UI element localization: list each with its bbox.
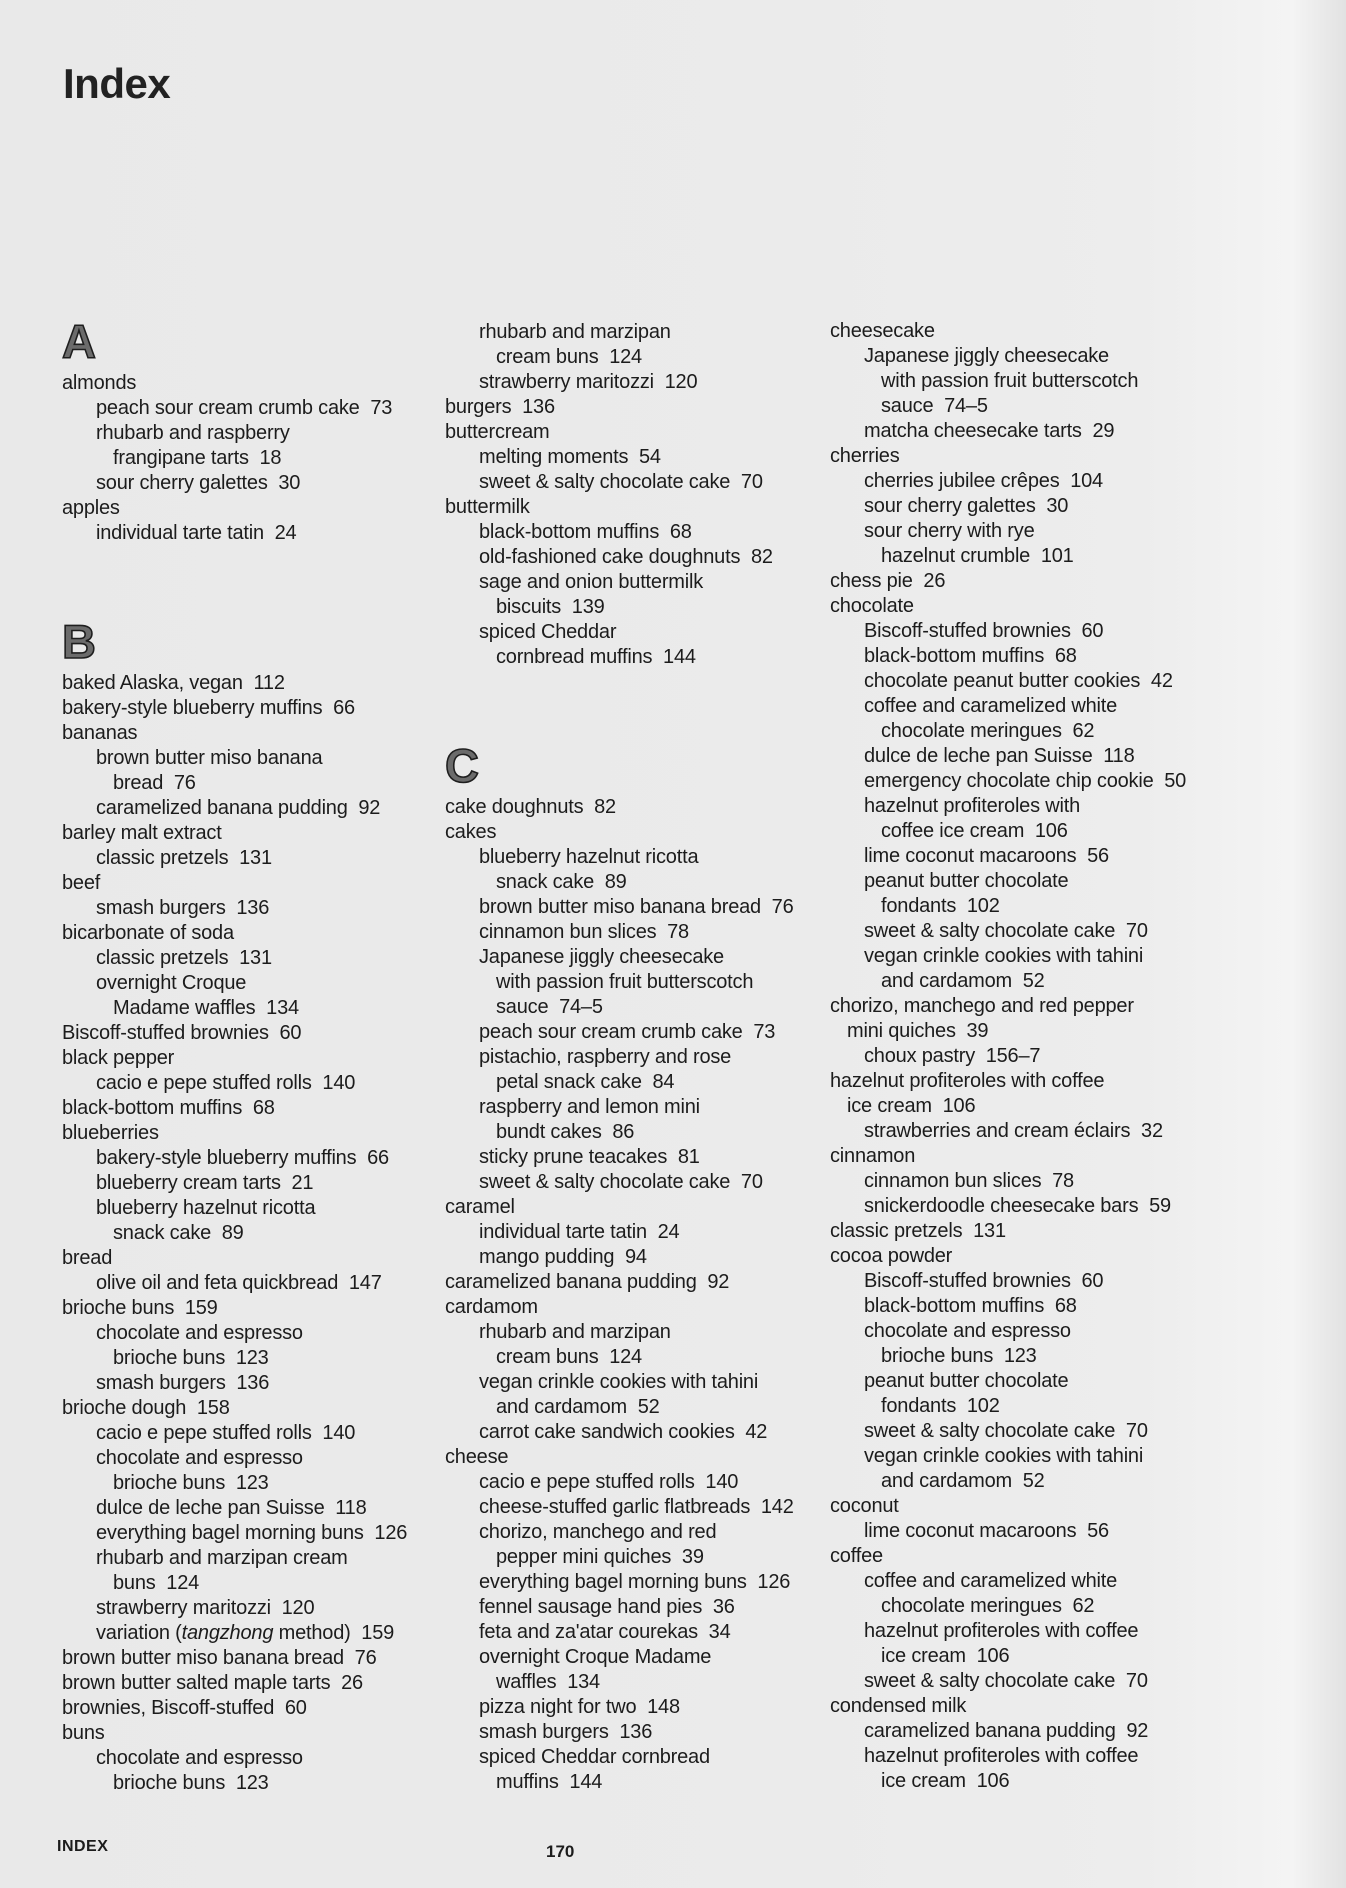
index-entry-continuation: waffles 134: [496, 1671, 600, 1693]
index-subentry: vegan crinkle cookies with tahini: [864, 1445, 1144, 1467]
index-subentry: vegan crinkle cookies with tahini: [479, 1371, 759, 1393]
index-entry-continuation: coffee ice cream 106: [881, 820, 1068, 842]
index-column-3: [830, 319, 1210, 1794]
index-subentry: pistachio, raspberry and rose: [479, 1046, 732, 1068]
index-entry: beef: [62, 872, 101, 894]
index-subentry: sweet & salty chocolate cake 70: [864, 1420, 1148, 1442]
index-subentry: caramelized banana pudding 92: [864, 1720, 1149, 1742]
index-entry-continuation: fondants 102: [881, 1395, 1000, 1417]
section-letter: A: [62, 315, 96, 368]
index-subentry: blueberry hazelnut ricotta: [96, 1197, 316, 1219]
index-entry-continuation: cream buns 124: [496, 346, 642, 368]
index-entry: burgers 136: [445, 396, 555, 418]
index-subentry: choux pastry 156–7: [864, 1045, 1041, 1067]
index-subentry: cacio e pepe stuffed rolls 140: [96, 1422, 356, 1444]
index-subentry: rhubarb and marzipan cream: [96, 1547, 348, 1569]
index-subentry: matcha cheesecake tarts 29: [864, 420, 1115, 442]
index-subentry: individual tarte tatin 24: [479, 1221, 680, 1243]
index-entry: cakes: [445, 821, 497, 843]
index-entry: classic pretzels 131: [830, 1220, 1006, 1242]
index-entry: buttermilk: [445, 496, 530, 518]
index-subentry: sour cherry galettes 30: [864, 495, 1069, 517]
index-entry-continuation: mini quiches 39: [847, 1020, 989, 1042]
index-entry-continuation: snack cake 89: [113, 1222, 244, 1244]
index-entry: Biscoff-stuffed brownies 60: [62, 1022, 302, 1044]
index-entry-continuation: Madame waffles 134: [113, 997, 299, 1019]
index-entry-continuation: with passion fruit butterscotch: [881, 370, 1139, 392]
entry-text-part: variation (: [96, 1622, 182, 1644]
index-entry: condensed milk: [830, 1695, 967, 1717]
index-subentry: brown butter miso banana bread 76: [479, 896, 794, 918]
index-subentry: snickerdoodle cheesecake bars 59: [864, 1195, 1171, 1217]
index-entry-continuation: cream buns 124: [496, 1346, 642, 1368]
index-subentry: cinnamon bun slices 78: [864, 1170, 1074, 1192]
index-subentry: smash burgers 136: [96, 897, 270, 919]
index-entry: cake doughnuts 82: [445, 796, 616, 818]
index-entry-continuation: hazelnut crumble 101: [881, 545, 1074, 567]
index-entry-continuation: brioche buns 123: [113, 1772, 269, 1794]
section-letter: B: [62, 615, 96, 668]
index-subentry: cacio e pepe stuffed rolls 140: [479, 1471, 739, 1493]
index-subentry: cheese-stuffed garlic flatbreads 142: [479, 1496, 794, 1518]
index-entry-continuation: brioche buns 123: [113, 1472, 269, 1494]
index-subentry: Japanese jiggly cheesecake: [479, 946, 724, 968]
index-subentry: black-bottom muffins 68: [479, 521, 692, 543]
index-subentry: strawberries and cream éclairs 32: [864, 1120, 1163, 1142]
index-subentry: strawberry maritozzi 120: [96, 1597, 315, 1619]
index-entry: chocolate: [830, 595, 914, 617]
index-entry-continuation: ice cream 106: [881, 1770, 1010, 1792]
index-entry-continuation: bundt cakes 86: [496, 1121, 635, 1143]
index-entry: bread: [62, 1247, 113, 1269]
index-entry: cherries: [830, 445, 900, 467]
index-subentry: Biscoff-stuffed brownies 60: [864, 1270, 1104, 1292]
index-entry: bananas: [62, 722, 138, 744]
index-subentry: [62, 1621, 442, 1646]
index-subentry: hazelnut profiteroles with coffee: [864, 1620, 1139, 1642]
index-subentry: Biscoff-stuffed brownies 60: [864, 620, 1104, 642]
index-entry: cocoa powder: [830, 1245, 953, 1267]
index-column-2: [445, 320, 825, 1795]
index-entry-continuation: with passion fruit butterscotch: [496, 971, 754, 993]
section-letter-heading: [62, 296, 442, 371]
index-entry-continuation: biscuits 139: [496, 596, 605, 618]
index-subentry: cacio e pepe stuffed rolls 140: [96, 1072, 356, 1094]
index-subentry: smash burgers 136: [96, 1372, 270, 1394]
index-subentry: sweet & salty chocolate cake 70: [864, 920, 1148, 942]
index-subentry: chorizo, manchego and red: [479, 1521, 717, 1543]
index-subentry: blueberry cream tarts 21: [96, 1172, 314, 1194]
index-subentry: everything bagel morning buns 126: [479, 1571, 791, 1593]
index-entry: barley malt extract: [62, 822, 222, 844]
index-entry: cheese: [445, 1446, 509, 1468]
index-subentry: sweet & salty chocolate cake 70: [864, 1670, 1148, 1692]
index-subentry: mango pudding 94: [479, 1246, 647, 1268]
index-column-1: [62, 296, 442, 1796]
index-subentry: lime coconut macaroons 56: [864, 1520, 1109, 1542]
index-entry-continuation: bread 76: [113, 772, 196, 794]
index-entry: coconut: [830, 1495, 899, 1517]
index-entry-continuation: petal snack cake 84: [496, 1071, 675, 1093]
index-subentry: lime coconut macaroons 56: [864, 845, 1109, 867]
index-subentry: cherries jubilee crêpes 104: [864, 470, 1103, 492]
entry-text-part: tangzhong: [181, 1622, 274, 1644]
index-subentry: emergency chocolate chip cookie 50: [864, 770, 1187, 792]
index-subentry: rhubarb and marzipan: [479, 1321, 671, 1343]
index-entry-continuation: ice cream 106: [881, 1645, 1010, 1667]
index-subentry: caramelized banana pudding 92: [96, 797, 381, 819]
index-subentry: old-fashioned cake doughnuts 82: [479, 546, 773, 568]
index-subentry: chocolate peanut butter cookies 42: [864, 670, 1173, 692]
index-entry-continuation: and cardamom 52: [881, 970, 1045, 992]
index-subentry: peanut butter chocolate: [864, 1370, 1069, 1392]
index-subentry: Japanese jiggly cheesecake: [864, 345, 1109, 367]
index-entry: caramel: [445, 1196, 515, 1218]
index-entry-continuation: sauce 74–5: [496, 996, 603, 1018]
index-entry: cinnamon: [830, 1145, 916, 1167]
index-subentry: sticky prune teacakes 81: [479, 1146, 700, 1168]
index-subentry: chocolate and espresso: [864, 1320, 1071, 1342]
index-subentry: coffee and caramelized white: [864, 1570, 1118, 1592]
index-subentry: hazelnut profiteroles with: [864, 795, 1081, 817]
index-entry-continuation: and cardamom 52: [496, 1396, 660, 1418]
index-subentry: peach sour cream crumb cake 73: [479, 1021, 776, 1043]
index-subentry: spiced Cheddar: [479, 621, 617, 643]
index-entry: cardamom: [445, 1296, 538, 1318]
index-subentry: rhubarb and marzipan: [479, 321, 671, 343]
page-number: 170: [546, 1842, 575, 1861]
index-subentry: peach sour cream crumb cake 73: [96, 397, 393, 419]
index-subentry: classic pretzels 131: [96, 947, 272, 969]
index-entry-continuation: sauce 74–5: [881, 395, 988, 417]
index-entry: baked Alaska, vegan 112: [62, 672, 285, 694]
index-entry: bicarbonate of soda: [62, 922, 234, 944]
index-entry: apples: [62, 497, 120, 519]
index-subentry: cinnamon bun slices 78: [479, 921, 689, 943]
index-entry-continuation: brioche buns 123: [881, 1345, 1037, 1367]
index-subentry: black-bottom muffins 68: [864, 645, 1077, 667]
index-subentry: individual tarte tatin 24: [96, 522, 297, 544]
index-subentry: sour cherry with rye: [864, 520, 1035, 542]
index-entry: blueberries: [62, 1122, 159, 1144]
index-subentry: coffee and caramelized white: [864, 695, 1118, 717]
index-subentry: dulce de leche pan Suisse 118: [864, 745, 1135, 767]
index-entry: brown butter salted maple tarts 26: [62, 1672, 363, 1694]
index-entry-continuation: chocolate meringues 62: [881, 720, 1095, 742]
index-entry: caramelized banana pudding 92: [445, 1271, 730, 1293]
index-entry: almonds: [62, 372, 137, 394]
index-subentry: everything bagel morning buns 126: [96, 1522, 408, 1544]
index-subentry: classic pretzels 131: [96, 847, 272, 869]
index-entry: brioche buns 159: [62, 1297, 218, 1319]
index-entry: brown butter miso banana bread 76: [62, 1647, 377, 1669]
index-entry-continuation: brioche buns 123: [113, 1347, 269, 1369]
index-subentry: sweet & salty chocolate cake 70: [479, 1171, 763, 1193]
index-subentry: black-bottom muffins 68: [864, 1295, 1077, 1317]
index-entry-continuation: chocolate meringues 62: [881, 1595, 1095, 1617]
index-subentry: brown butter miso banana: [96, 747, 323, 769]
index-entry: chorizo, manchego and red pepper: [830, 995, 1134, 1017]
index-subentry: melting moments 54: [479, 446, 661, 468]
index-entry: bakery-style blueberry muffins 66: [62, 697, 355, 719]
index-entry: brioche dough 158: [62, 1397, 230, 1419]
index-subentry: overnight Croque Madame: [479, 1646, 712, 1668]
index-subentry: pizza night for two 148: [479, 1696, 680, 1718]
index-subentry: chocolate and espresso: [96, 1322, 303, 1344]
index-subentry: carrot cake sandwich cookies 42: [479, 1421, 768, 1443]
index-subentry: fennel sausage hand pies 36: [479, 1596, 735, 1618]
entry-text-part: method) 159: [273, 1622, 395, 1644]
index-subentry: sour cherry galettes 30: [96, 472, 301, 494]
index-subentry: raspberry and lemon mini: [479, 1096, 700, 1118]
index-entry: buns: [62, 1722, 105, 1744]
index-subentry: dulce de leche pan Suisse 118: [96, 1497, 367, 1519]
index-subentry: peanut butter chocolate: [864, 870, 1069, 892]
index-entry: buttercream: [445, 421, 550, 443]
section-letter-heading: [445, 720, 825, 795]
index-subentry: bakery-style blueberry muffins 66: [96, 1147, 389, 1169]
running-footer: INDEX: [57, 1838, 109, 1855]
index-entry-continuation: muffins 144: [496, 1771, 603, 1793]
index-entry-continuation: and cardamom 52: [881, 1470, 1045, 1492]
index-subentry: vegan crinkle cookies with tahini: [864, 945, 1144, 967]
index-entry-continuation: frangipane tarts 18: [113, 447, 282, 469]
section-letter-heading: [62, 596, 442, 671]
index-entry: hazelnut profiteroles with coffee: [830, 1070, 1105, 1092]
index-subentry: sage and onion buttermilk: [479, 571, 704, 593]
index-subentry: olive oil and feta quickbread 147: [96, 1272, 382, 1294]
index-subentry: overnight Croque: [96, 972, 247, 994]
index-entry-continuation: buns 124: [113, 1572, 200, 1594]
section-letter: C: [445, 739, 479, 792]
index-subentry: hazelnut profiteroles with coffee: [864, 1745, 1139, 1767]
index-subentry: blueberry hazelnut ricotta: [479, 846, 699, 868]
index-entry-continuation: fondants 102: [881, 895, 1000, 917]
index-entry: brownies, Biscoff-stuffed 60: [62, 1697, 307, 1719]
index-entry-continuation: cornbread muffins 144: [496, 646, 696, 668]
index-entry: cheesecake: [830, 320, 935, 342]
index-subentry: strawberry maritozzi 120: [479, 371, 698, 393]
index-subentry: sweet & salty chocolate cake 70: [479, 471, 763, 493]
index-entry-continuation: ice cream 106: [847, 1095, 976, 1117]
index-subentry: rhubarb and raspberry: [96, 422, 290, 444]
page-title: Index: [63, 60, 171, 107]
index-subentry: spiced Cheddar cornbread: [479, 1746, 710, 1768]
index-subentry: smash burgers 136: [479, 1721, 653, 1743]
index-subentry: chocolate and espresso: [96, 1747, 303, 1769]
index-subentry: feta and za'atar courekas 34: [479, 1621, 731, 1643]
index-subentry: chocolate and espresso: [96, 1447, 303, 1469]
index-entry: black pepper: [62, 1047, 175, 1069]
index-entry: chess pie 26: [830, 570, 946, 592]
index-entry: black-bottom muffins 68: [62, 1097, 275, 1119]
index-entry-continuation: pepper mini quiches 39: [496, 1546, 704, 1568]
index-entry-continuation: snack cake 89: [496, 871, 627, 893]
index-entry: coffee: [830, 1545, 883, 1567]
